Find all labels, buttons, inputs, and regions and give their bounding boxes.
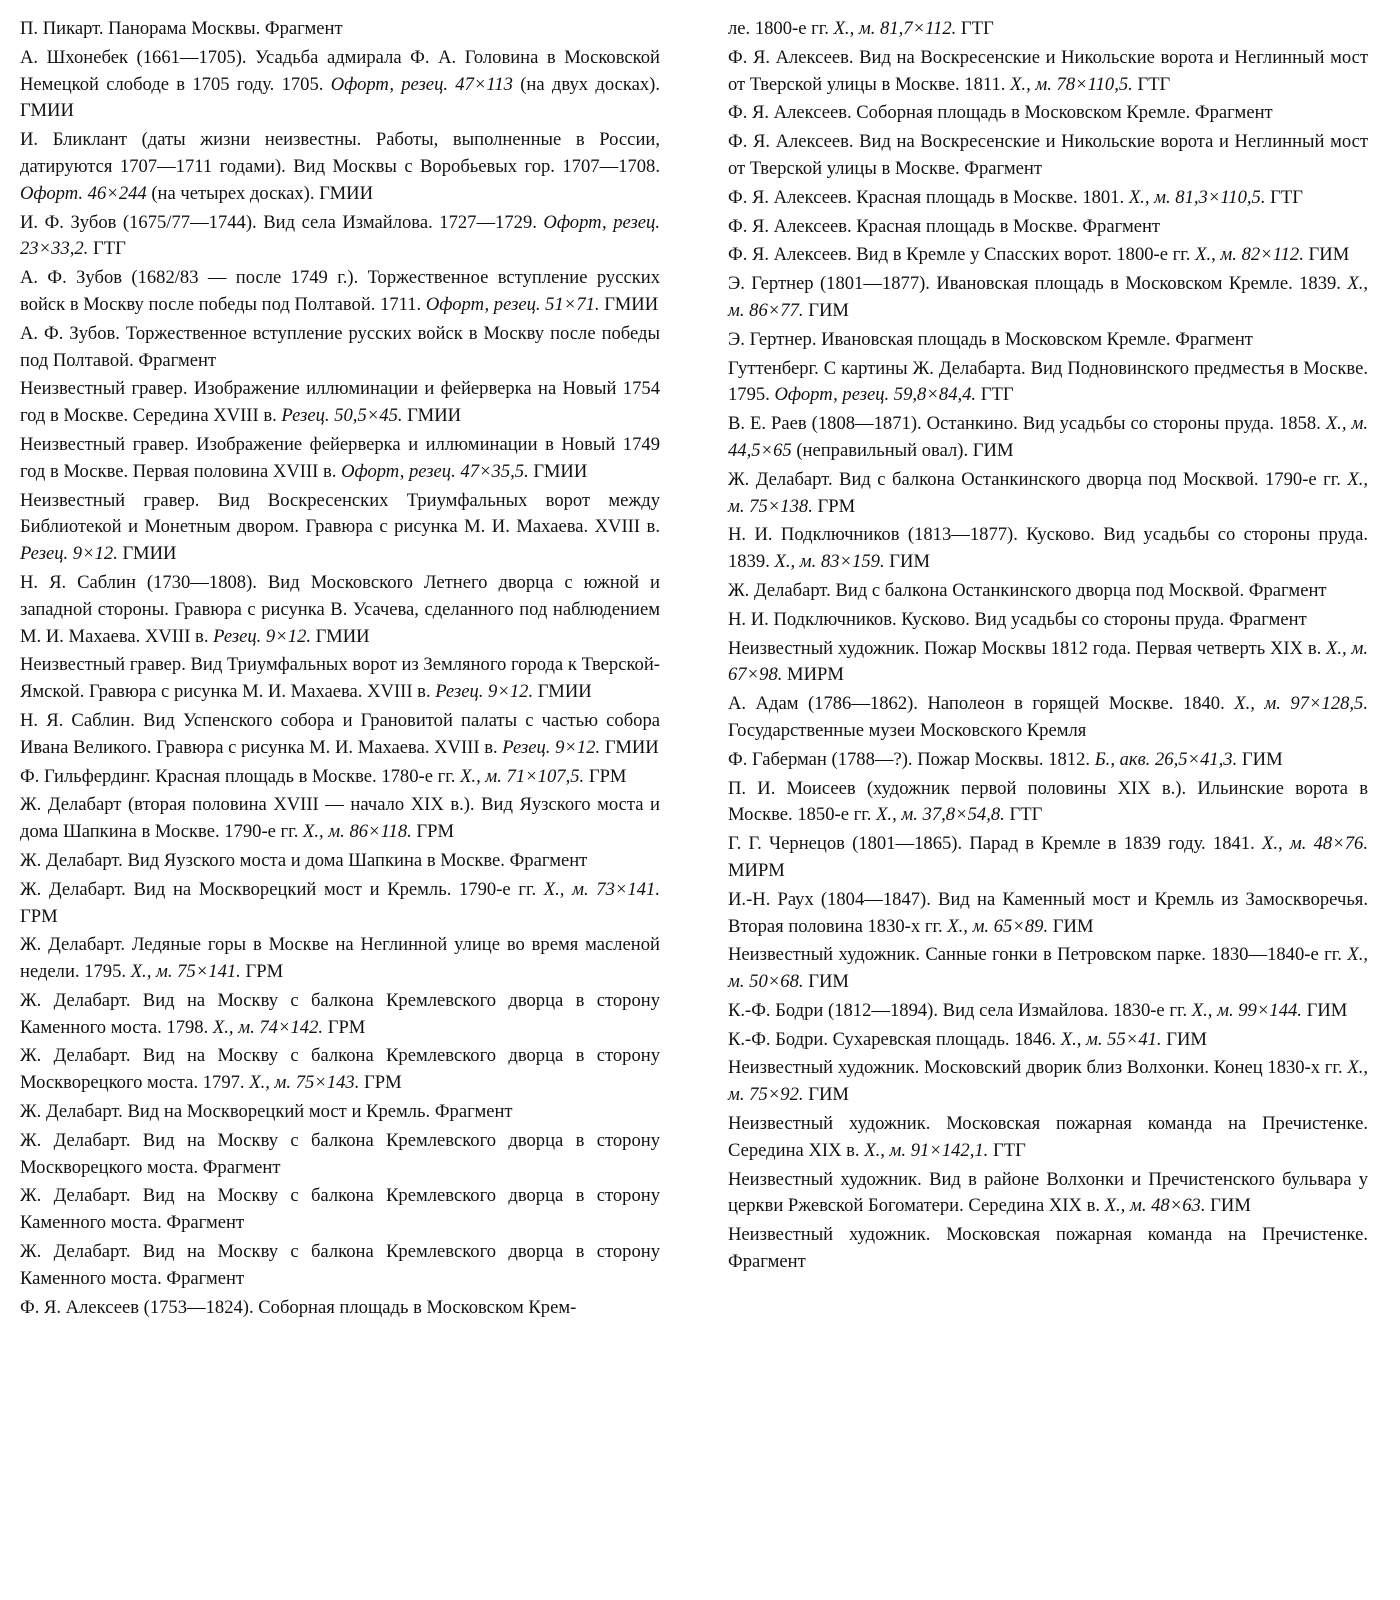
right-column	[728, 16, 1368, 1276]
caption-text: Э. Гертнер. Ивановская площадь в Московском Кремле. Фрагмент	[728, 328, 1253, 350]
caption-medium-size: X., м. 48×76.	[1261, 833, 1368, 855]
caption-text: К.-Ф. Бодри. Сухаревская площадь. 1846.	[728, 1028, 1061, 1050]
caption-text: И. Бликлант (даты жизни неизвестны. Работы, выполненные в России, датируются 1707—1711 годами). Вид Москвы с Воробьевых гор. 1707—1708.	[20, 129, 660, 177]
caption-entry	[20, 210, 660, 264]
caption-entry	[728, 747, 1368, 774]
caption-medium-size: X., м. 86×77.	[728, 273, 1368, 321]
caption-entry	[20, 432, 660, 486]
caption-medium-size: Офорт. 46×244	[20, 182, 147, 204]
caption-text: Ф. Я. Алексеев. Вид в Кремле у Спасских ворот. 1800-е гг.	[728, 244, 1196, 266]
caption-medium-size: Резец. 9×12.	[435, 681, 534, 703]
caption-medium-size: X., м. 74×142.	[212, 1016, 324, 1038]
caption-medium-size: X., м. 65×89.	[947, 915, 1049, 937]
caption-entry	[20, 792, 660, 846]
caption-entry	[728, 636, 1368, 690]
caption-text: (на двух досках). ГМИИ	[20, 73, 660, 122]
caption-medium-size: X., м. 71×107,5.	[460, 765, 585, 787]
caption-entry	[728, 1222, 1368, 1276]
caption-text: ле. 1800-е гг.	[728, 18, 834, 39]
caption-text: П. Пикарт. Панорама Москвы. Фрагмент	[20, 18, 343, 39]
caption-text: Н. И. Подключников (1813—1877). Кусково. Вид усадьбы со стороны пруда. 1839.	[728, 524, 1368, 573]
caption-text: Ж. Делабарт. Вид на Москворецкий мост и Кремль. 1790-е гг.	[20, 878, 544, 900]
caption-entry	[20, 988, 660, 1042]
caption-text: ГИМ	[1205, 1195, 1251, 1217]
caption-medium-size: X., м. 97×128,5.	[1234, 693, 1369, 715]
caption-text: МИРМ	[728, 859, 785, 881]
caption-entry	[728, 998, 1368, 1025]
caption-text: Ф. Я. Алексеев. Вид на Воскресенские и Никольские ворота и Неглинный мост от Тверской улицы в Москве. 1811.	[728, 46, 1368, 95]
caption-medium-size: Резец. 50,5×45.	[281, 405, 403, 427]
caption-text: ГТГ	[976, 384, 1014, 406]
caption-medium-size: Офорт, резец. 47×35,5.	[341, 460, 529, 482]
caption-medium-size: X., м. 50×68.	[728, 944, 1368, 993]
caption-text: ГИМ	[803, 1084, 849, 1106]
caption-medium-size: Б., акв. 26,5×41,3.	[1094, 748, 1238, 770]
caption-text: Ф. Габерман (1788—?). Пожар Москвы. 1812.	[728, 748, 1095, 770]
caption-medium-size: X., м. 75×138.	[728, 468, 1368, 517]
caption-medium-size: X., м. 73×141.	[543, 878, 660, 900]
caption-text: Государственные музеи Московского Кремля	[728, 719, 1087, 741]
caption-medium-size: X., м. 91×142,1.	[864, 1139, 989, 1161]
caption-text: Ф. Я. Алексеев (1753—1824). Соборная площадь в Московском Крем-	[20, 1296, 577, 1318]
caption-entry	[20, 376, 660, 430]
caption-medium-size: X., м. 44,5×65	[728, 413, 1368, 461]
caption-text: Неизвестный художник. Московский дворик близ Волхонки. Конец 1830-х гг.	[728, 1057, 1348, 1079]
caption-medium-size: Резец. 9×12.	[213, 625, 312, 647]
caption-entry	[728, 356, 1368, 410]
caption-text: Н. Я. Саблин. Вид Успенского собора и Грановитой палаты с частью собора Ивана Великого. Гравюра с рисунка М. И. Махаева. XVIII в.	[20, 709, 660, 758]
caption-entry	[728, 411, 1368, 465]
caption-text: ГРМ	[240, 961, 284, 983]
caption-text: Неизвестный художник. Санные гонки в Петровском парке. 1830—1840-е гг.	[728, 944, 1348, 966]
caption-medium-size: X., м. 81,3×110,5.	[1128, 186, 1266, 208]
caption-text: А. Шхонебек (1661—1705). Усадьба адмирала Ф. А. Головина в Московской Немецкой слободе в 1705 году. 1705.	[20, 46, 660, 95]
caption-medium-size: X., м. 83×159.	[774, 551, 885, 573]
caption-medium-size: Офорт, резец. 47×113	[330, 73, 513, 95]
caption-text: Неизвестный художник. Вид в районе Волхонки и Пречистенского бульвара у церкви Ржевской Богоматери. Середина XIX в.	[728, 1168, 1368, 1217]
caption-medium-size: X., м. 81,7×112.	[833, 18, 957, 39]
caption-text: А. Адам (1786—1862). Наполеон в горящей Москве. 1840.	[728, 693, 1235, 715]
caption-text: ГРМ	[20, 905, 58, 927]
caption-text: Ф. Гильфердинг. Красная площадь в Москве. 1780-е гг.	[20, 765, 461, 787]
caption-entry	[728, 467, 1368, 521]
left-column	[20, 16, 660, 1321]
caption-entry	[20, 932, 660, 986]
caption-entry	[728, 942, 1368, 996]
caption-entry	[728, 45, 1368, 99]
caption-text: ГРМ	[359, 1072, 402, 1094]
caption-text: ГРМ	[584, 765, 627, 787]
caption-entry	[728, 1027, 1368, 1054]
caption-entry	[728, 776, 1368, 830]
caption-medium-size: X., м. 37,8×54,8.	[876, 804, 1005, 826]
caption-text: Гуттенберг. С картины Ж. Делабарта. Вид Подновинского предместья в Москве. 1795.	[728, 357, 1368, 406]
caption-text: ГМИИ	[117, 543, 177, 565]
caption-text: ГРМ	[411, 821, 455, 843]
caption-text: Ж. Делабарт. Вид на Москву с балкона Кремлевского дворца в сторону Москворецкого моста. Фрагмент	[20, 1129, 660, 1178]
caption-text: Ж. Делабарт. Ледяные горы в Москве на Неглинной улице во время масленой недели. 1795.	[20, 934, 660, 983]
caption-medium-size: X., м. 78×110,5.	[1010, 73, 1133, 95]
caption-text: Н. И. Подключников. Кусково. Вид усадьбы со стороны пруда. Фрагмент	[728, 608, 1307, 630]
caption-medium-size: X., м. 67×98.	[728, 637, 1368, 686]
caption-entry	[728, 16, 1368, 43]
caption-entry	[728, 1167, 1368, 1221]
caption-text: ГИМ	[1048, 915, 1094, 937]
caption-text: Ж. Делабарт. Вид на Москву с балкона Кремлевского дворца в сторону Каменного моста. Фрагмент	[20, 1241, 660, 1289]
caption-text: И.-Н. Раух (1804—1847). Вид на Каменный мост и Кремль из Замоскворечья. Вторая половина 1830-х гг.	[728, 888, 1368, 937]
caption-text: ГМИИ	[528, 460, 588, 482]
caption-text: Ж. Делабарт (вторая половина XVIII — начало XIX в.). Вид Яузского моста и дома Шапкина в Москве. 1790-е гг.	[20, 794, 660, 843]
caption-medium-size: X., м. 82×112.	[1195, 244, 1304, 266]
caption-entry	[728, 607, 1368, 634]
caption-medium-size: Офорт, резец. 51×71.	[425, 293, 600, 315]
caption-text: ГИМ	[1301, 999, 1348, 1021]
caption-text: А. Ф. Зубов. Торжественное вступление русских войск в Москву после победы под Полтавой. Фрагмент	[20, 322, 660, 371]
caption-medium-size: Офорт, резец. 23×33,2.	[20, 211, 660, 260]
caption-entry	[20, 1183, 660, 1237]
caption-entry	[20, 321, 660, 375]
caption-entry	[20, 488, 660, 568]
caption-entry	[728, 578, 1368, 605]
caption-text: Н. Я. Саблин (1730—1808). Вид Московского Летнего дворца с южной и западной стороны. Гравюра с рисунка В. Усачева, сделанного под наблюдением М. И. Махаева. XVIII в.	[20, 571, 660, 647]
caption-entry	[728, 1111, 1368, 1165]
caption-text: ГТГ	[956, 18, 994, 39]
caption-text: МИРМ	[782, 664, 844, 686]
caption-text: ГМИИ	[402, 405, 462, 427]
caption-entry	[20, 570, 660, 650]
caption-entry	[20, 652, 660, 706]
caption-entry	[20, 127, 660, 207]
caption-text: ГИМ	[803, 299, 849, 321]
caption-entry	[728, 887, 1368, 941]
caption-text: К.-Ф. Бодри (1812—1894). Вид села Измайлова. 1830-е гг.	[728, 999, 1192, 1021]
caption-text: Ф. Я. Алексеев. Вид на Воскресенские и Никольские ворота и Неглинный мост от Тверской улицы в Москве. Фрагмент	[728, 131, 1368, 179]
caption-text: Неизвестный гравер. Вид Воскресенских Триумфальных ворот между Библиотекой и Монетным двором. Гравюра с рисунка М. И. Махаева. XVIII в.	[20, 489, 660, 538]
caption-text: А. Ф. Зубов (1682/83 — после 1749 г.). Торжественное вступление русских войск в Москву после победы под Полтавой. 1711.	[20, 267, 660, 315]
caption-text: (на четырех досках). ГМИИ	[146, 182, 374, 204]
caption-text: ГТГ	[1004, 804, 1043, 826]
caption-entry	[20, 764, 660, 791]
caption-text: Г. Г. Чернецов (1801—1865). Парад в Кремле в 1839 году. 1841.	[728, 833, 1262, 855]
caption-text: Ж. Делабарт. Вид на Москворецкий мост и Кремль. Фрагмент	[20, 1101, 513, 1123]
caption-text: ГИМ	[1161, 1028, 1207, 1050]
caption-text: Неизвестный художник. Московская пожарная команда на Пречистенке. Середина XIX в.	[728, 1113, 1368, 1161]
caption-medium-size: X., м. 86×118.	[303, 821, 412, 843]
caption-text: Ж. Делабарт. Вид с балкона Останкинского дворца под Москвой. 1790-е гг.	[728, 468, 1348, 490]
caption-text: ГМИИ	[599, 293, 659, 315]
caption-entry	[728, 185, 1368, 212]
caption-text: Ж. Делабарт. Вид на Москву с балкона Кремлевского дворца в сторону Москворецкого моста. 1797.	[20, 1045, 660, 1094]
caption-entry	[20, 265, 660, 319]
caption-medium-size: X., м. 75×141.	[130, 961, 241, 983]
caption-text: ГИМ	[884, 551, 930, 573]
caption-text: ГТГ	[1265, 186, 1304, 208]
caption-entry	[728, 271, 1368, 325]
caption-medium-size: Офорт, резец. 59,8×84,4.	[774, 384, 977, 406]
caption-text: Неизвестный художник. Пожар Москвы 1812 года. Первая четверть XIX в.	[728, 637, 1327, 659]
caption-text: ГТГ	[88, 238, 126, 260]
caption-text: ГМИИ	[533, 681, 592, 703]
caption-medium-size: Резец. 9×12.	[502, 736, 601, 758]
caption-entry	[728, 214, 1368, 241]
caption-entry	[20, 848, 660, 875]
caption-text: Э. Гертнер (1801—1877). Ивановская площадь в Московском Кремле. 1839.	[728, 273, 1348, 295]
caption-medium-size: X., м. 48×63.	[1104, 1195, 1206, 1217]
caption-entry	[728, 691, 1368, 745]
caption-medium-size: X., м. 75×92.	[728, 1057, 1368, 1106]
caption-text: ГРМ	[812, 495, 856, 517]
caption-entry	[20, 708, 660, 762]
caption-text: В. Е. Раев (1808—1871). Останкино. Вид усадьбы со стороны пруда. 1858.	[728, 413, 1326, 435]
caption-entry	[728, 242, 1368, 269]
caption-text: Ф. Я. Алексеев. Красная площадь в Москве. 1801.	[728, 186, 1129, 208]
caption-entry	[728, 522, 1368, 576]
caption-entry	[20, 877, 660, 931]
caption-text: Ж. Делабарт. Вид с балкона Останкинского дворца под Москвой. Фрагмент	[728, 579, 1327, 601]
caption-text: ГТГ	[1132, 73, 1171, 95]
caption-medium-size: Резец. 9×12.	[20, 543, 118, 565]
caption-text: ГИМ	[1237, 748, 1283, 770]
caption-entry	[20, 1295, 660, 1322]
caption-entry	[728, 327, 1368, 354]
caption-text: ГМИИ	[600, 736, 659, 758]
caption-entry	[20, 1128, 660, 1182]
caption-text: Ф. Я. Алексеев. Красная площадь в Москве. Фрагмент	[728, 215, 1161, 237]
caption-text: Ж. Делабарт. Вид Яузского моста и дома Шапкина в Москве. Фрагмент	[20, 849, 588, 871]
caption-text: ГМИИ	[311, 625, 370, 647]
caption-text: Ж. Делабарт. Вид на Москву с балкона Кремлевского дворца в сторону Каменного моста. Фрагмент	[20, 1185, 660, 1234]
caption-medium-size: X., м. 55×41.	[1060, 1028, 1162, 1050]
caption-text: П. И. Моисеев (художник первой половины XIX в.). Ильинские ворота в Москве. 1850-е гг.	[728, 777, 1368, 826]
caption-entry	[20, 16, 660, 43]
caption-text: И. Ф. Зубов (1675/77—1744). Вид села Измайлова. 1727—1729.	[20, 211, 544, 233]
caption-text: Неизвестный гравер. Изображение иллюминации и фейерверка на Новый 1754 год в Москве. Середина XVIII в.	[20, 378, 660, 427]
caption-text: ГРМ	[323, 1016, 366, 1038]
caption-text: (неправильный овал). ГИМ	[791, 439, 1014, 461]
caption-medium-size: X., м. 75×143.	[249, 1072, 360, 1094]
caption-entry	[728, 129, 1368, 183]
caption-text: Неизвестный гравер. Изображение фейерверка и иллюминации в Новый 1749 год в Москве. Первая половина XVIII в.	[20, 433, 660, 482]
caption-text: Ф. Я. Алексеев. Соборная площадь в Московском Кремле. Фрагмент	[728, 102, 1273, 124]
caption-entry	[20, 1099, 660, 1126]
caption-entry	[20, 1239, 660, 1293]
caption-text: Неизвестный гравер. Вид Триумфальных ворот из Земляного города к Тверской-Ямской. Гравюра с рисунка М. И. Махаева. XVIII в.	[20, 654, 660, 703]
caption-text: Ж. Делабарт. Вид на Москву с балкона Кремлевского дворца в сторону Каменного моста. 1798.	[20, 989, 660, 1038]
caption-entry	[20, 1043, 660, 1097]
caption-text: ГИМ	[1303, 244, 1350, 266]
caption-text: Неизвестный художник. Московская пожарная команда на Пречистенке. Фрагмент	[728, 1224, 1368, 1273]
caption-entry	[728, 831, 1368, 885]
caption-medium-size: X., м. 99×144.	[1191, 999, 1302, 1021]
caption-entry	[728, 100, 1368, 127]
caption-text: ГТГ	[988, 1139, 1026, 1161]
caption-entry	[20, 45, 660, 125]
caption-text: ГИМ	[803, 971, 849, 993]
caption-entry	[728, 1055, 1368, 1109]
